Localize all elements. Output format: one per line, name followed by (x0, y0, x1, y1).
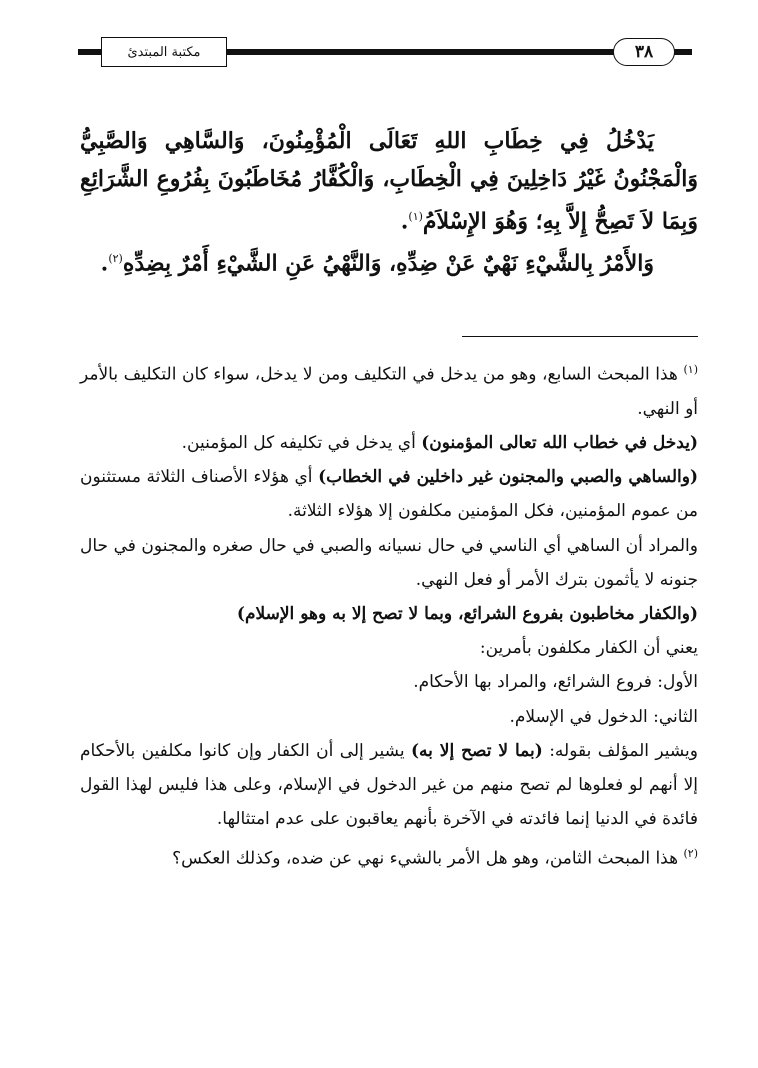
matn-text (80, 122, 698, 283)
punctuation: . (100, 250, 109, 277)
footnote-line (80, 529, 698, 597)
quoted-phrase: (والساهي والصبي والمجنون غير داخلين في الخطاب) (318, 467, 698, 488)
matn-line-1: يَدْخُلُ فِي خِطَابِ اللهِ تَعَالَى الْمُؤْمِنُونَ، وَالسَّاهِي وَالصَّبِيُّ وَالْمَجْنُونُ غَيْرُ دَاخِلِينَ فِي الْخِطَابِ، وَالْكُفَّارُ مُخَاطَبُونَ بِفُرُوعِ الشَّرَائِعِ وَبِمَا لاَ تَصِحُّ إِلاَّ بِهِ؛ وَهُوَ الإِسْلاَمُ (80, 128, 698, 235)
footnote-line (80, 597, 698, 631)
footnote-text: يعني أن الكفار مكلفون بأمرين: (479, 638, 698, 659)
footnote-line (80, 665, 698, 699)
footnote-text: يشير إلى أن الكفار وإن كانوا مكلفين بالأحكام إلا أنهم لو فعلوها لم تصح منهم من غير الدخول في الإسلام، وعلى هذا فليس لهذا القول فائدة في الدنيا إنما فائدته في الآخرة بأنهم يعاقبون على عدم امتثالها. (80, 740, 698, 830)
footnote-separator (462, 336, 698, 337)
footnote-ref-1: (١) (408, 210, 423, 223)
footnote-1 (80, 353, 698, 426)
book-title: مكتبة المبتدئ (101, 37, 227, 67)
footnote-ref-2: (٢) (108, 252, 123, 266)
matn-line-2: وَالأَمْرُ بِالشَّيْءِ نَهْيٌ عَنْ ضِدِّهِ، وَالنَّهْيُ عَنِ الشَّيْءِ أَمْرٌ بِضِدِّهِ (122, 250, 654, 277)
footnote-line (80, 734, 698, 837)
footnote-line (80, 631, 698, 665)
footnote-text: هذا المبحث الثامن، وهو هل الأمر بالشيء نهي عن ضده، وكذلك العكس؟ (172, 848, 679, 869)
footnote-marker-2: (٢) (683, 846, 698, 860)
footnote-text: هذا المبحث السابع، وهو من يدخل في التكليف ومن لا يدخل، سواء كان التكليف بالأمر أو النهي. (80, 364, 698, 419)
footnote-marker-1: (١) (683, 363, 698, 376)
quoted-phrase: (والكفار مخاطبون بفروع الشرائع، وبما لا تصح إلا به وهو الإسلام) (236, 604, 698, 625)
page-number: ٣٨ (613, 38, 675, 66)
punctuation: . (400, 208, 409, 235)
matn-paragraph-1 (80, 122, 698, 240)
footnote-text: الثاني: الدخول في الإسلام. (509, 706, 698, 727)
footnote-text: والمراد أن الساهي أي الناسي في حال نسيانه والصبي في حال صغره والمجنون في حال جنونه لا يأثمون بترك الأمر أو فعل النهي. (80, 535, 698, 590)
page-header (0, 0, 758, 80)
quoted-phrase: (يدخل في خطاب الله تعالى المؤمنون) (421, 433, 698, 454)
footnote-text: أي هؤلاء الأصناف الثلاثة مستثنون من عموم المؤمنين، فكل المؤمنين مكلفون إلا هؤلاء الثلاثة. (80, 467, 698, 522)
quoted-phrase: (بما لا تصح إلا به) (410, 740, 543, 761)
footnote-line (80, 700, 698, 734)
footnote-2 (80, 837, 698, 876)
footnote-line (80, 460, 698, 528)
footnote-text: أي يدخل في تكليفه كل المؤمنين. (181, 433, 416, 454)
footnote-text: ويشير المؤلف بقوله: (549, 740, 698, 761)
matn-paragraph-2 (80, 240, 698, 282)
footnote-text: الأول: فروع الشرائع، والمراد بها الأحكام. (413, 672, 698, 693)
footnote-line (80, 426, 698, 460)
footnotes (80, 353, 698, 875)
